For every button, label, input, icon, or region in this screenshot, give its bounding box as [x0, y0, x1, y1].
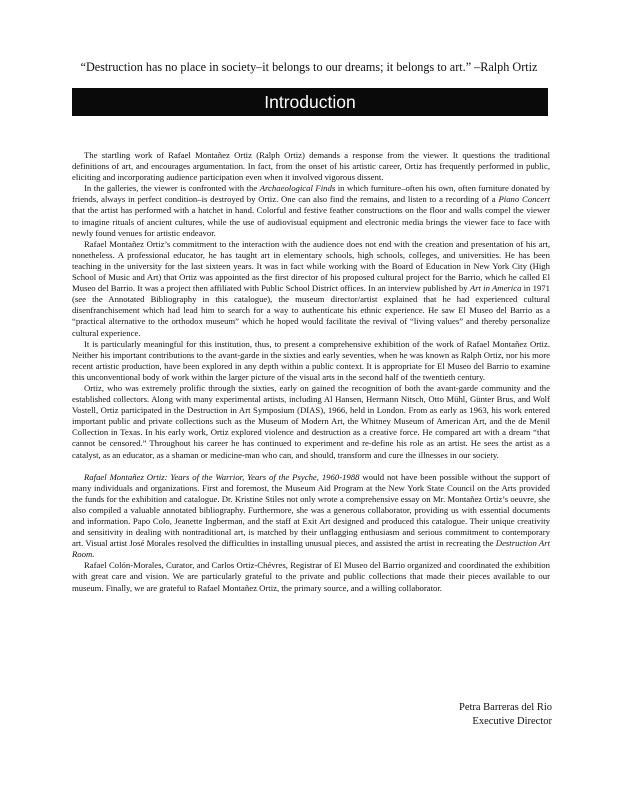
text-run: in which furniture–often his own, often furniture donated by friends, always in perfect condition–is destroyed by Ortiz. One can also find the remains, and listen to a recording of a: [72, 183, 550, 205]
text-run: that the artist has performed with a hatchet in hand. Colorful and festive feather constructions on the floor and walls compel the viewer to imagine rituals of ancient cultures, while the use of audiovisual equipment and electronic media brings the viewer face to face with newly found venues for artistic endeavor.: [72, 205, 550, 238]
italic-title: Art in America: [469, 283, 522, 294]
paragraph: The startling work of Rafael Montañez Ortiz (Ralph Ortiz) demands a response from the viewer. It questions the traditional definitions of art, and encourages argumentation. In fact, from the onset of his artistic career, Ortiz has frequently performed in public, eliciting and incorporating audience participation even when it involved vigorous dissent.: [72, 150, 550, 183]
signature-name: Petra Barreras del Rio: [458, 702, 552, 713]
italic-title: Rafael Montañez Ortiz: Years of the Warrior, Years of the Psyche, 1960-1988: [84, 471, 360, 482]
paragraph: It is particularly meaningful for this institution, thus, to present a comprehensive exhibition of the work of Rafael Montañez Ortiz. Neither his important contributions to the avant-garde in the sixties and early seventies, when he was known as Ralph Ortiz, nor his more recent artistic production, have been explored in any depth within a public context. It is appropriate for El Museo del Barrio to examine this unconventional body of work within the larger picture of the visual arts in the second half of the twentieth century.: [72, 338, 550, 382]
paragraph: [72, 472, 550, 561]
paragraph: Ortiz, who was extremely prolific through the sixties, early on gained the recognition of both the avant-garde community and the established collectors. Along with many experimental artists, including Al Hansen, Hermann Nitsch, Otto Mühl, Günter Brus, and Wolf Vostell, Ortiz participated in the Destruction in Art Symposium (DIAS), 1966, held in London. From as early as 1963, his work entered important public and private collections such as the Museum of Modern Art, the Whitney Museum of American Art, and the de Menil Collection in Texas. In his early work, Ortiz explored violence and destruction as a creative force. He compared art with a dream “that cannot be censored.” Throughout his career he has continued to experiment and re-define his role as an artist. He sees the artist as a catalyst, as an educator, as a shaman or medicine-man who can, and should, transform and cure the illnesses in our society.: [72, 382, 550, 460]
paragraph: [72, 239, 550, 339]
text-run: Rafael Montañez Ortiz’s commitment to the interaction with the audience does not end with the creation and presentation of his art, nonetheless. A professional educator, he has taught art in elementary schools, high schools, colleges, and universities. He has been teaching in the university for the last sixteen years. It was in fact while working with the Board of Education in New York City (High School of Music and Art) that Ortiz was appointed as the first director of his proposed cultural project for the Barrio, which he called El Museo del Barrio. It was a project then affiliated with Public School District offices. In an interview published by: [72, 238, 550, 294]
body-text: [72, 150, 550, 594]
text-run: would not have been possible without the support of many individuals and organizations. First and foremost, the Museum Aid Program at the New York State Council on the Arts provided the funds for the exhibition and catalogue. Dr. Kristine Stiles not only wrote a comprehensive essay on Mr. Montañez Ortiz’s oeuvre, she also compiled a valuable annotated bibliography. Furthermore, she was a generous collaborator, providing us with essential documents and information. Papo Colo, Jeanette Ingberman, and the staff at Exit Art designed and produced this catalogue. Their unique creativity and sensitivity in dealing with nontraditional art, is matched by their unflagging enthusiasm and serious commitment to contemporary art. Visual artist José Morales resolved the difficulties in installing unusual pieces, and assisted the artist in recreating the: [72, 471, 550, 549]
section-heading: Introduction: [72, 88, 548, 116]
italic-title: Piano Concert: [498, 194, 550, 205]
paragraph: [72, 183, 550, 238]
italic-title: Archaeological Finds: [259, 183, 336, 194]
paragraph: Rafael Colón-Morales, Curator, and Carlos Ortiz-Chévres, Registrar of El Museo del Barrio organized and coordinated the exhibition with great care and vision. We are particularly grateful to the private and public collections that made their pieces available to our museum. Finally, we are grateful to Rafael Montañez Ortiz, the primary source, and a willing collaborator.: [72, 560, 550, 593]
epigraph-quote: “Destruction has no place in society–it belongs to our dreams; it belongs to art.” –Ralph Ortiz: [80, 60, 538, 74]
text-run: in 1971 (see the Annotated Bibliography in this catalogue), the museum director/artist explained that he had experienced cultural disenfranchisement which had lead him to search for a way to authenticate his ethnic experience. He saw El Museo del Barrio as a “practical alternative to the orthodox museum” which he hoped would facilitate the revival of “living values” and thereby personalize cultural experience.: [72, 283, 550, 338]
signature-title: Executive Director: [472, 716, 552, 727]
text-run: In the galleries, the viewer is confronted with the: [84, 183, 260, 194]
italic-title: Destruction Art Room.: [72, 538, 550, 560]
